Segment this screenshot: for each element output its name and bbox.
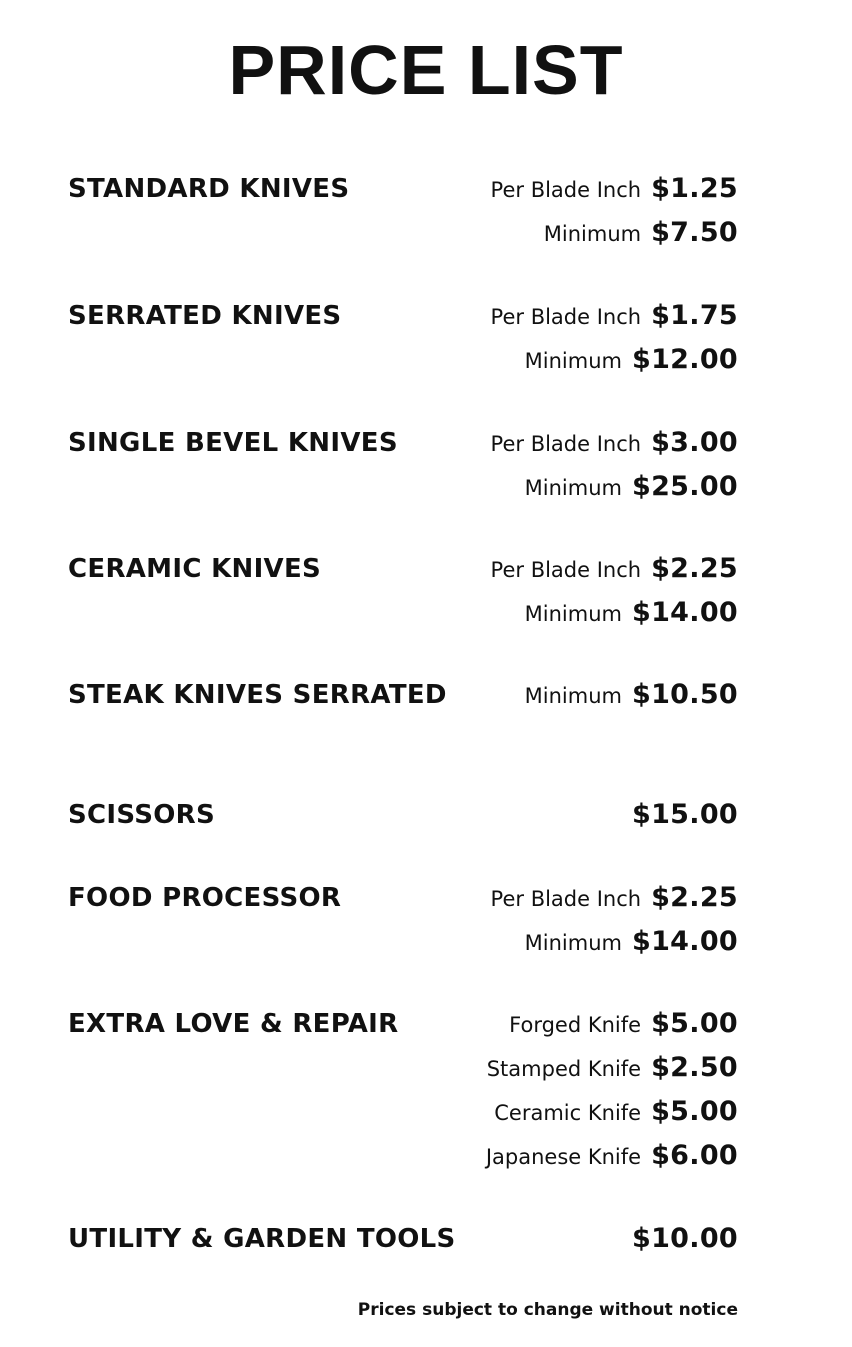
price-line	[378, 426, 738, 470]
price-label: Per Blade Inch	[490, 887, 642, 911]
price-label: Minimum	[524, 684, 622, 708]
price-label: Stamped Knife	[486, 1057, 642, 1081]
price-label: Minimum	[543, 222, 642, 246]
price-amount: $6.00	[651, 1140, 738, 1171]
price-line	[378, 343, 738, 387]
category-label: SCISSORS	[68, 800, 216, 830]
price-amount: $15.00	[632, 799, 738, 830]
price-lines	[378, 299, 738, 387]
price-amount: $2.25	[651, 882, 738, 913]
price-amount: $3.00	[651, 427, 738, 458]
price-amount: $25.00	[632, 471, 738, 502]
disclaimer-note: Prices subject to change without notice	[357, 1300, 738, 1320]
price-lines	[378, 881, 738, 969]
price-amount: $1.75	[651, 300, 738, 331]
price-amount: $10.50	[632, 679, 738, 710]
price-amount: $7.50	[651, 217, 738, 248]
price-amount: $2.25	[651, 553, 738, 584]
price-amount: $5.00	[651, 1096, 738, 1127]
category-label: STANDARD KNIVES	[68, 174, 350, 204]
price-label: Per Blade Inch	[490, 305, 642, 329]
price-amount: $2.50	[651, 1052, 738, 1083]
category-label: UTILITY & GARDEN TOOLS	[68, 1224, 456, 1254]
price-lines	[378, 678, 738, 722]
category-label: CERAMIC KNIVES	[68, 554, 322, 584]
price-line	[378, 596, 738, 640]
price-line	[378, 216, 738, 260]
price-lines	[378, 172, 738, 260]
category-label: STEAK KNIVES SERRATED	[68, 680, 447, 710]
price-lines	[378, 798, 738, 842]
price-line	[378, 552, 738, 596]
price-line	[378, 1139, 738, 1183]
price-label: Per Blade Inch	[490, 558, 642, 582]
price-lines	[378, 426, 738, 514]
price-amount: $14.00	[632, 926, 738, 957]
page-title: PRICE LIST	[228, 31, 624, 109]
price-label: Forged Knife	[509, 1013, 642, 1037]
price-lines	[378, 552, 738, 640]
price-label: Japanese Knife	[485, 1145, 642, 1169]
price-line	[378, 1007, 738, 1051]
price-line	[378, 299, 738, 343]
price-label: Per Blade Inch	[490, 432, 642, 456]
price-line	[378, 1051, 738, 1095]
category-label: FOOD PROCESSOR	[68, 883, 342, 913]
price-line	[378, 1095, 738, 1139]
category-label: EXTRA LOVE & REPAIR	[68, 1009, 399, 1039]
price-line	[378, 1222, 738, 1266]
category-label: SERRATED KNIVES	[68, 301, 342, 331]
price-label: Minimum	[524, 602, 622, 626]
category-label: SINGLE BEVEL KNIVES	[68, 428, 398, 458]
price-line	[378, 172, 738, 216]
price-line	[378, 925, 738, 969]
price-amount: $12.00	[632, 344, 738, 375]
price-line	[378, 470, 738, 514]
price-label: Minimum	[524, 931, 622, 955]
price-lines	[378, 1222, 738, 1266]
price-line	[378, 678, 738, 722]
price-lines	[378, 1007, 738, 1183]
price-label: Minimum	[524, 349, 622, 373]
price-label: Per Blade Inch	[490, 178, 642, 202]
price-amount: $1.25	[651, 173, 738, 204]
price-label: Minimum	[524, 476, 622, 500]
price-line	[378, 798, 738, 842]
price-line	[378, 881, 738, 925]
price-label: Ceramic Knife	[494, 1101, 642, 1125]
price-amount: $10.00	[632, 1223, 738, 1254]
price-amount: $14.00	[632, 597, 738, 628]
price-amount: $5.00	[651, 1008, 738, 1039]
